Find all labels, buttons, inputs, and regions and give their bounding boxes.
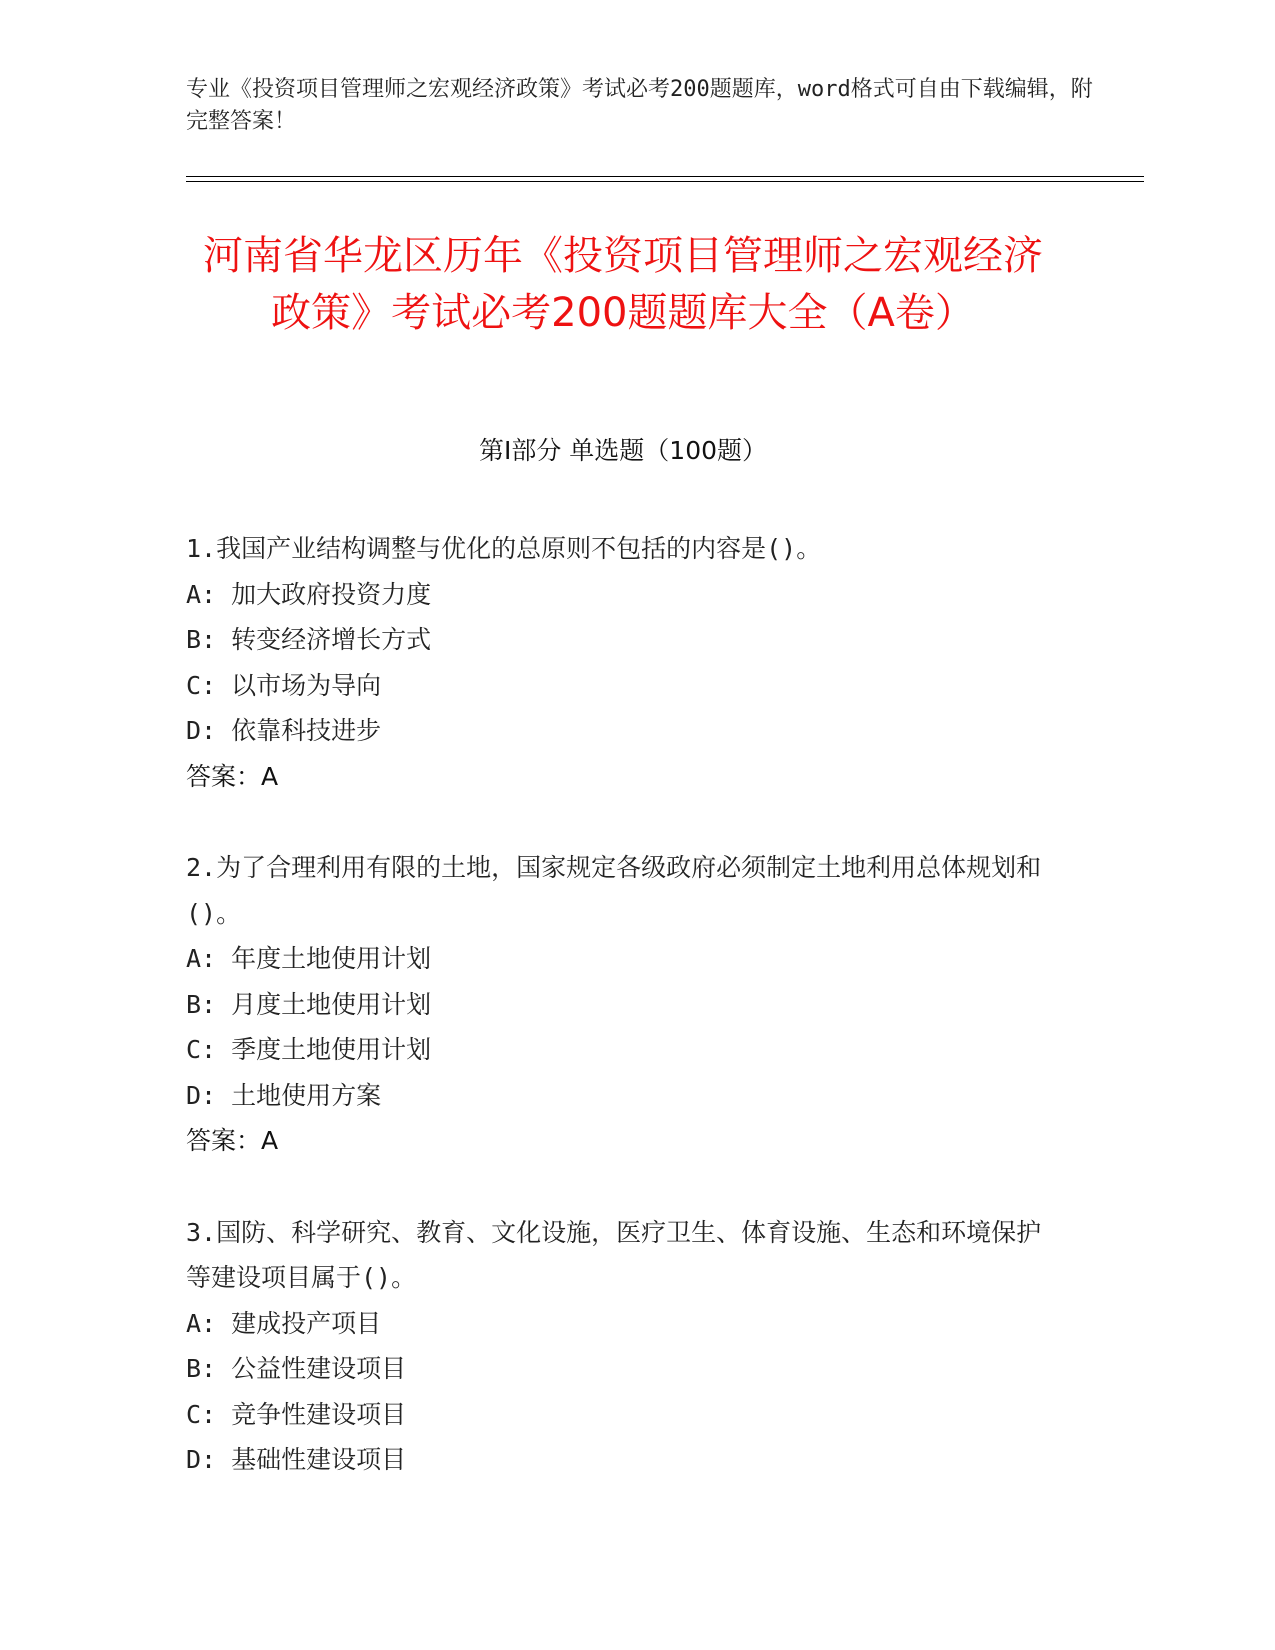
option-d: D: 土地使用方案 — [186, 1080, 382, 1110]
option-c: C: 竞争性建设项目 — [186, 1399, 407, 1429]
header-rule-top — [186, 176, 1144, 177]
option-c: C: 以市场为导向 — [186, 670, 382, 700]
document-title: 河南省华龙区历年《投资项目管理师之宏观经济政策》考试必考200题题库大全（A卷） — [203, 233, 1043, 336]
option-b: B: 月度土地使用计划 — [186, 989, 432, 1019]
option-b: B: 公益性建设项目 — [186, 1354, 407, 1383]
question-list — [186, 526, 1086, 1529]
question-stem: 3.国防、科学研究、教育、文化设施，医疗卫生、体育设施、生态和环境保护等建设项目属于()。 — [186, 1217, 1042, 1292]
option-d: D: 依靠科技进步 — [186, 716, 382, 745]
option-a: A: 建成投产项目 — [186, 1308, 382, 1338]
option-c: C: 季度土地使用计划 — [186, 1035, 432, 1064]
header-note: 专业《投资项目管理师之宏观经济政策》考试必考200题题库，word格式可自由下载编辑，附完整答案！ — [186, 77, 1093, 134]
question-2 — [186, 845, 1086, 1164]
option-a: A: 加大政府投资力度 — [186, 579, 432, 609]
option-d: D: 基础性建设项目 — [186, 1445, 407, 1474]
header-rule-bottom — [186, 181, 1144, 182]
question-stem: 1.我国产业结构调整与优化的总原则不包括的内容是()。 — [186, 534, 822, 563]
option-a: A: 年度土地使用计划 — [186, 944, 432, 973]
question-3 — [186, 1210, 1086, 1483]
answer-line: 答案：A — [186, 1126, 279, 1155]
option-b: B: 转变经济增长方式 — [186, 625, 432, 654]
question-stem: 2.为了合理利用有限的土地，国家规定各级政府必须制定土地利用总体规划和()。 — [186, 853, 1042, 928]
question-1 — [186, 526, 1086, 799]
section-title: 第I部分 单选题（100题） — [478, 436, 768, 465]
answer-line: 答案：A — [186, 761, 279, 791]
